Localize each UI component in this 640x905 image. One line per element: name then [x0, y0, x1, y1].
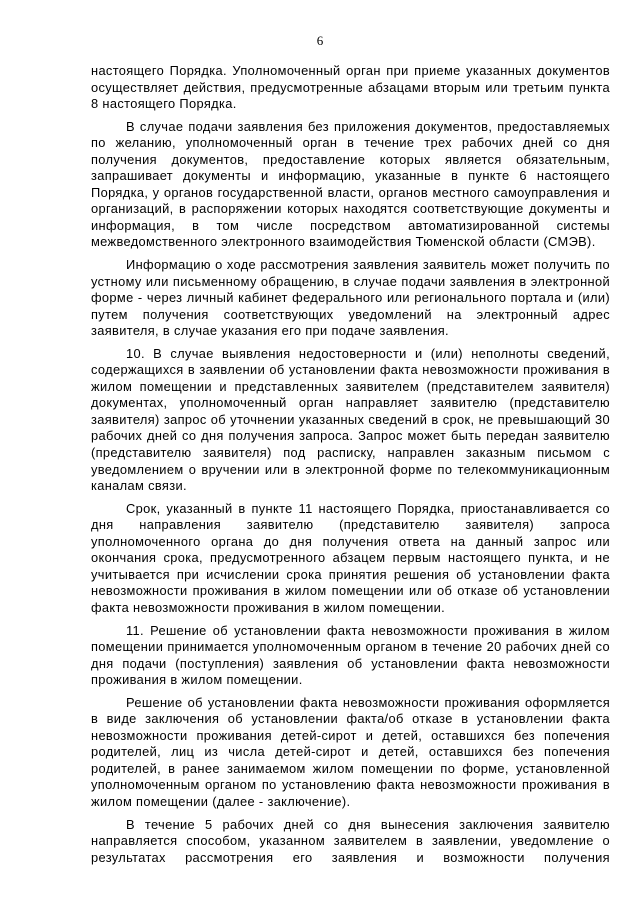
paragraph-status-information: Информацию о ходе рассмотрения заявления заявитель может получить по устному или письменному обращению, в случае подачи заявления в электронной форме - через личный кабинет федерального или регионального портала и (или) путем получения соответствующих уведомлений на электронный адрес заявителя, в случае указания его при подаче заявления. [91, 257, 610, 339]
paragraph-decision-form: Решение об установлении факта невозможности проживания оформляется в виде заключения об установлении факта/об отказе в установлении факта невозможности проживания детей-сирот и детей, оставшихся без попечения родителей, лиц из числа детей-сирот и детей, оставшихся без попечения родителей, в ранее занимаемом жилом помещении по форме, установленной уполномоченным органом по установлению факта невозможности проживания в жилом помещении (далее - заключение). [91, 694, 610, 809]
paragraph-term-suspension: Срок, указанный в пункте 11 настоящего Порядка, приостанавливается со дня направления заявителю (представителю заявителя) запроса уполномоченного органа до дня получения ответа на данный запрос или окончания срока, предусмотренного абзацем первым настоящего пункта, и не учитывается при исчислении срока принятия решения об установлении факта невозможности проживания в жилом помещении или об отказе об установлении факта невозможности проживания в жилом помещении. [91, 500, 610, 615]
paragraph-document-request: В случае подачи заявления без приложения документов, предоставляемых по желанию, уполномоченный орган в течение трех рабочих дней со дня получения документов, предоставление которых является обязательным, запрашивает документы и информацию, указанные в пункте 6 настоящего Порядка, у органов государственной власти, органов местного самоуправления и организаций, в распоряжении которых находятся соответствующие документы и информация, в том числе посредством автоматизированной системы межведомственного электронного взаимодействия Тюменской области (СМЭВ). [91, 118, 610, 250]
paragraph-item-10: 10. В случае выявления недостоверности и (или) неполноты сведений, содержащихся в заявлении об установлении факта невозможности проживания в жилом помещении и представленных заявителем (представителем заявителя) документах, уполномоченный орган направляет заявителю (представителю заявителя) запрос об уточнении указанных сведений в срок, не превышающий 30 рабочих дней со дня получения запроса. Запрос может быть передан заявителю (представителю заявителя) под расписку, направлен заказным письмом с уведомлением о вручении или в электронной форме по телекоммуникационным каналам связи. [91, 345, 610, 494]
paragraph-item-11: 11. Решение об установлении факта невозможности проживания в жилом помещении принимается уполномоченным органом в течение 20 рабочих дней со дня подачи (поступления) заявления об установлении факта невозможности проживания в жилом помещении. [91, 622, 610, 688]
document-body [91, 63, 610, 866]
paragraph-continuation: настоящего Порядка. Уполномоченный орган при приеме указанных документов осуществляет действия, предусмотренные абзацами вторым или третьим пункта 8 настоящего Порядка. [91, 63, 610, 112]
paragraph-notification: В течение 5 рабочих дней со дня вынесения заключения заявителю направляется способом, указанном заявителем в заявлении, уведомление о результатах рассмотрения его заявления и возможности получения [91, 816, 610, 865]
page-number: 6 [316, 33, 324, 48]
